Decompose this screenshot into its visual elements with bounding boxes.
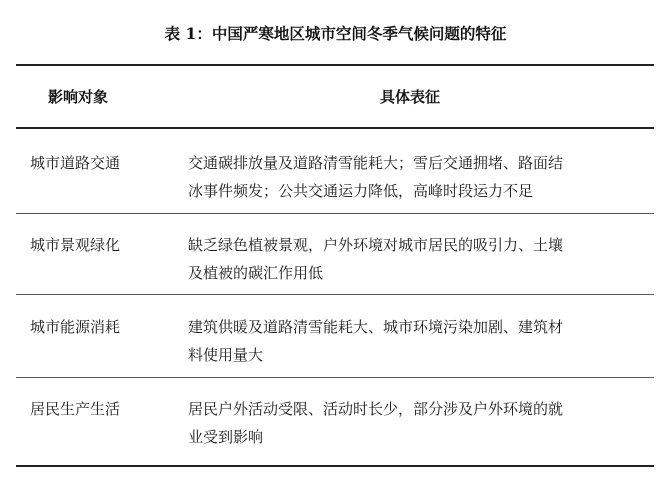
row-divider (16, 213, 654, 214)
row-category-label: 城市景观绿化 (30, 236, 121, 254)
row-feature-line: 交通碳排放量及道路清雪能耗大；雪后交通拥堵、路面结 (188, 154, 564, 172)
row-divider (16, 294, 654, 295)
row-feature-text (188, 313, 640, 369)
row-feature-line: 居民户外活动受限、活动时长少，部分涉及户外环境的就 (188, 400, 564, 418)
row-category-label: 城市能源消耗 (30, 318, 121, 336)
row-feature-text (188, 231, 640, 287)
row-category-label: 居民生产生活 (30, 400, 121, 418)
row-feature-line: 建筑供暖及道路清雪能耗大、城市环境污染加剧、建筑材 (188, 318, 564, 336)
header-category: 影响对象 (48, 88, 109, 106)
row-feature-line: 及植被的碳汇作用低 (188, 264, 324, 282)
table-header-rule (16, 127, 654, 129)
row-category-label: 城市道路交通 (30, 154, 121, 172)
row-feature-line: 业受到影响 (188, 428, 264, 446)
row-feature-line: 缺乏绿色植被景观，户外环境对城市居民的吸引力、土壤 (188, 236, 564, 254)
table-bottom-rule (16, 465, 654, 467)
table-top-rule (16, 64, 654, 66)
row-feature-line: 冰事件频发；公共交通运力降低，高峰时段运力不足 (188, 182, 534, 200)
row-divider (16, 377, 654, 378)
row-feature-line: 料使用量大 (188, 346, 264, 364)
table-caption: 表 1：中国严寒地区城市空间冬季气候问题的特征 (164, 24, 507, 43)
row-feature-text (188, 395, 640, 451)
row-feature-text (188, 149, 640, 205)
header-feature: 具体表征 (380, 88, 441, 106)
